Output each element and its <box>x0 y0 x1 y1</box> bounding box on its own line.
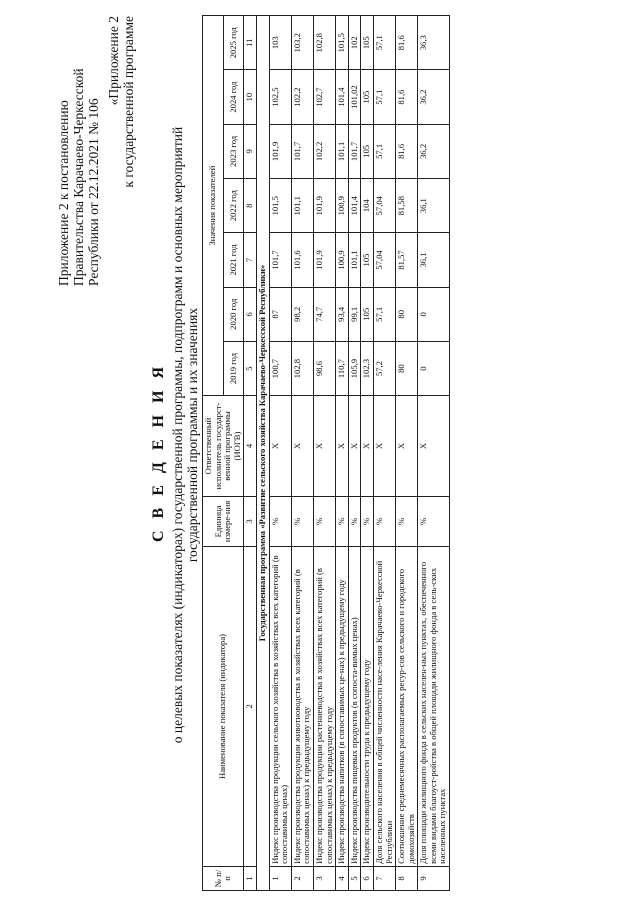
indicator-name: Индекс производства продукции животноводства в хозяйствах всех категорий (в сопоставимых ценах) к предыдущему году <box>291 547 313 867</box>
value-cell: 57,1 <box>373 70 395 124</box>
header-indicator-name: Наименование показателя (индикатора) <box>203 547 244 867</box>
unit-cell: % <box>336 496 349 546</box>
indicator-name: Доля площади жилищного фонда в сельских населен-ных пунктах, обеспеченного всеми видами благоуст-ройства в общей площади жилищного фонда в сель-ских населенных пунктах <box>418 547 450 867</box>
indicator-name: Индекс производства напитков (в сопоставимых це-нах) к предыдущему году <box>336 547 349 867</box>
annex-header <box>56 16 101 286</box>
value-cell: 87 <box>269 287 291 341</box>
value-cell: 36,2 <box>418 70 450 124</box>
unit-cell: % <box>373 496 395 546</box>
header-year: 2025 год <box>223 16 244 70</box>
unit-cell: % <box>291 496 313 546</box>
value-cell: 102 <box>348 16 361 70</box>
value-cell: 100,9 <box>336 233 349 287</box>
header-year: 2022 год <box>223 179 244 233</box>
executor-cell: X <box>269 396 291 497</box>
executor-cell: X <box>418 396 450 497</box>
unit-cell: % <box>361 496 374 546</box>
indicator-name: Индекс производства пищевых продуктов (в сопоста-вимых ценах) <box>348 547 361 867</box>
annex-line: «Приложение 2 <box>106 16 121 106</box>
value-cell: 105 <box>361 233 374 287</box>
executor-cell: X <box>373 396 395 497</box>
value-cell: 57,1 <box>373 287 395 341</box>
column-number: 9 <box>244 124 257 178</box>
value-cell: 104 <box>361 179 374 233</box>
indicator-name: Индекс производительности труда к предыдущему году <box>361 547 374 867</box>
table-row <box>373 16 395 891</box>
value-cell: 98,6 <box>313 341 335 395</box>
value-cell: 101,4 <box>348 179 361 233</box>
annex-line: Правительства Карачаево-Черкесской <box>71 68 86 286</box>
value-cell: 81,57 <box>396 233 418 287</box>
value-cell: 101,4 <box>336 70 349 124</box>
column-number: 10 <box>244 70 257 124</box>
executor-cell: X <box>291 396 313 497</box>
value-cell: 0 <box>418 287 450 341</box>
indicator-name: Индекс производства продукции растениеводства в хозяйствах всех категорий (в сопоставимых ценах) к предыдущему году <box>313 547 335 867</box>
document-title: С В Е Д Е Н И Я <box>150 362 167 543</box>
value-cell: 102,5 <box>269 70 291 124</box>
header-year: 2019 год <box>223 341 244 395</box>
unit-cell: % <box>418 496 450 546</box>
executor-cell: X <box>348 396 361 497</box>
unit-cell: % <box>348 496 361 546</box>
annex-line: Республики от 22.12.2021 № 106 <box>86 98 101 286</box>
value-cell: 101,6 <box>291 233 313 287</box>
row-number: 3 <box>313 866 335 890</box>
row-number: 4 <box>336 866 349 890</box>
header-year: 2021 год <box>223 233 244 287</box>
executor-cell: X <box>336 396 349 497</box>
unit-cell: % <box>396 496 418 546</box>
value-cell: 101,9 <box>269 124 291 178</box>
executor-cell: X <box>396 396 418 497</box>
value-cell: 0 <box>418 341 450 395</box>
unit-cell: % <box>313 496 335 546</box>
column-number: 11 <box>244 16 257 70</box>
indicator-name: Доля сельского населения в общей численности насе-ления Карачаево-Черкесской Республики <box>373 547 395 867</box>
executor-cell: X <box>361 396 374 497</box>
value-cell: 80 <box>396 341 418 395</box>
value-cell: 36,2 <box>418 124 450 178</box>
value-cell: 102,7 <box>313 70 335 124</box>
value-cell: 105 <box>361 16 374 70</box>
value-cell: 102,2 <box>313 124 335 178</box>
header-number: № п/п <box>203 866 244 890</box>
value-cell: 102,8 <box>291 341 313 395</box>
annex-program-header <box>106 16 136 286</box>
header-unit: Единица измере-ния <box>203 496 244 546</box>
value-cell: 105 <box>361 287 374 341</box>
value-cell: 101,5 <box>336 16 349 70</box>
column-number: 8 <box>244 179 257 233</box>
program-row: Государственная программа «Развитие сельского хозяйства Карачаево-Черкесской Республики» <box>256 16 269 891</box>
value-cell: 81,58 <box>396 179 418 233</box>
table-row <box>269 16 291 891</box>
row-number: 9 <box>418 866 450 890</box>
header-year: 2020 год <box>223 287 244 341</box>
value-cell: 105 <box>361 70 374 124</box>
unit-cell: % <box>269 496 291 546</box>
value-cell: 103 <box>269 16 291 70</box>
value-cell: 102,2 <box>291 70 313 124</box>
value-cell: 105 <box>361 124 374 178</box>
row-number: 1 <box>269 866 291 890</box>
value-cell: 102,8 <box>313 16 335 70</box>
header-year: 2023 год <box>223 124 244 178</box>
value-cell: 101,02 <box>348 70 361 124</box>
column-number: 2 <box>244 547 257 867</box>
table-row <box>291 16 313 891</box>
value-cell: 98,2 <box>291 287 313 341</box>
indicator-name: Индекс производства продукции сельского хозяйства в хозяйствах всех категорий (в сопоставимых ценах) <box>269 547 291 867</box>
header-executor: Ответственный исполнитель государст-венной программы (ИОГВ) <box>203 396 244 497</box>
row-number: 6 <box>361 866 374 890</box>
value-cell: 101,9 <box>313 179 335 233</box>
value-cell: 100,7 <box>269 341 291 395</box>
value-cell: 93,4 <box>336 287 349 341</box>
value-cell: 74,7 <box>313 287 335 341</box>
value-cell: 102,3 <box>361 341 374 395</box>
value-cell: 81,6 <box>396 70 418 124</box>
table-row <box>348 16 361 891</box>
indicator-name: Соотношение среднемесячных располагаемых ресур-сов сельского и городского домохозяйств <box>396 547 418 867</box>
row-number: 5 <box>348 866 361 890</box>
indicator-rows <box>269 16 450 891</box>
column-number: 6 <box>244 287 257 341</box>
value-cell: 57,1 <box>373 16 395 70</box>
row-number: 8 <box>396 866 418 890</box>
value-cell: 57,04 <box>373 233 395 287</box>
value-cell: 57,04 <box>373 179 395 233</box>
row-number: 7 <box>373 866 395 890</box>
indicators-table <box>202 15 450 891</box>
annex-line: Приложение 2 к постановлению <box>56 100 71 286</box>
value-cell: 101,9 <box>313 233 335 287</box>
value-cell: 101,7 <box>291 124 313 178</box>
value-cell: 101,1 <box>291 179 313 233</box>
column-number: 4 <box>244 396 257 497</box>
value-cell: 57,1 <box>373 124 395 178</box>
executor-cell: X <box>313 396 335 497</box>
value-cell: 57,2 <box>373 341 395 395</box>
value-cell: 36,1 <box>418 179 450 233</box>
table-row <box>313 16 335 891</box>
table-row <box>418 16 450 891</box>
column-number: 3 <box>244 496 257 546</box>
value-cell: 81,6 <box>396 124 418 178</box>
value-cell: 80 <box>396 287 418 341</box>
value-cell: 101,1 <box>348 233 361 287</box>
header-year: 2024 год <box>223 70 244 124</box>
value-cell: 100,9 <box>336 179 349 233</box>
row-number: 2 <box>291 866 313 890</box>
table-row <box>336 16 349 891</box>
value-cell: 103,2 <box>291 16 313 70</box>
value-cell: 81,6 <box>396 16 418 70</box>
annex-line: к государственной программе <box>121 16 136 188</box>
column-number: 7 <box>244 233 257 287</box>
value-cell: 101,1 <box>336 124 349 178</box>
header-values: Значения показателей <box>203 16 224 396</box>
table-row <box>396 16 418 891</box>
value-cell: 105,9 <box>348 341 361 395</box>
value-cell: 36,3 <box>418 16 450 70</box>
value-cell: 101,5 <box>269 179 291 233</box>
value-cell: 101,7 <box>348 124 361 178</box>
column-number: 5 <box>244 341 257 395</box>
document-subtitle: о целевых показателях (индикаторах) государственной программы, подпрограмм и основных мероприятий государственной программы и их значениях <box>170 126 200 744</box>
table-row <box>361 16 374 891</box>
value-cell: 36,1 <box>418 233 450 287</box>
value-cell: 101,7 <box>269 233 291 287</box>
value-cell: 110,7 <box>336 341 349 395</box>
value-cell: 99,1 <box>348 287 361 341</box>
column-number: 1 <box>244 866 257 890</box>
